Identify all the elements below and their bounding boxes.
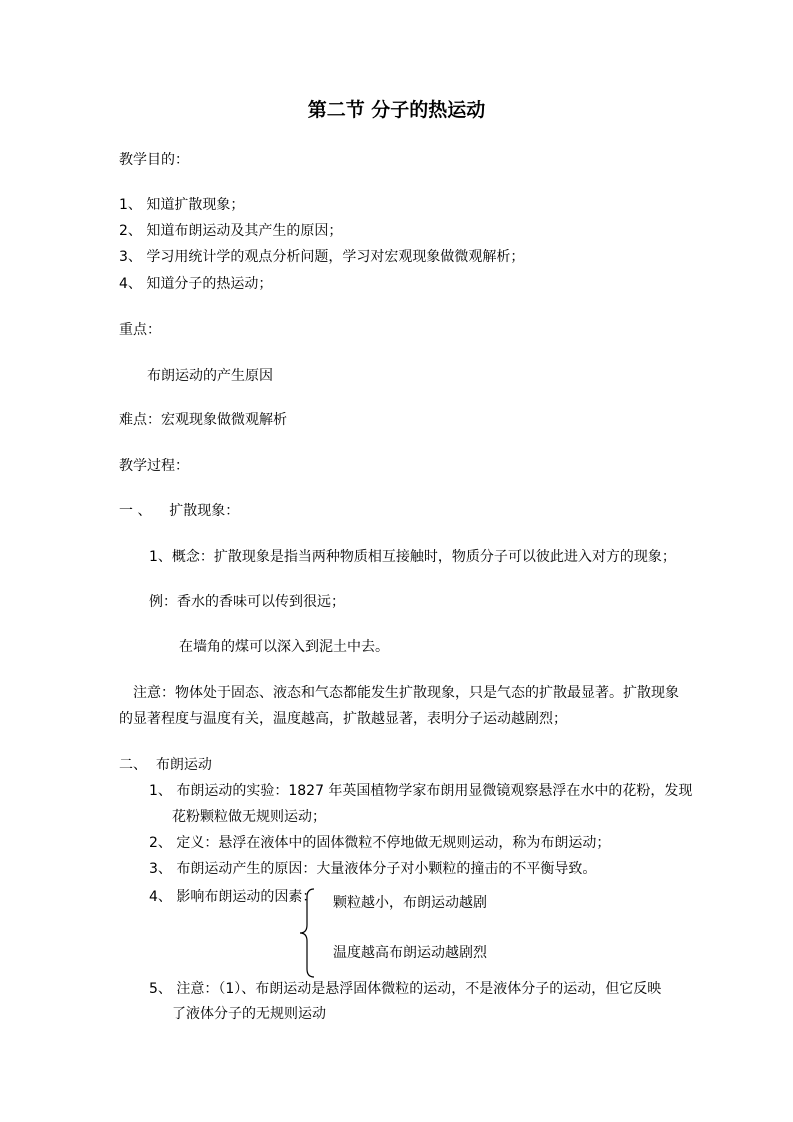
section1-note-line1: 注意：物体处于固态、液态和气态都能发生扩散现象，只是气态的扩散最显著。扩散现象 [133, 685, 679, 701]
section2-item4: 4、 影响布朗运动的因素： [149, 889, 317, 905]
section1-concept: 1、概念：扩散现象是指当两种物质相互接触时，物质分子可以彼此进入对方的现象； [149, 549, 676, 565]
difficulty-text: 难点：宏观现象做微观解析 [119, 412, 287, 428]
section1-note-line2: 的显著程度与温度有关，温度越高，扩散越显著，表明分子运动越剧烈； [119, 711, 567, 727]
section2-item2: 2、 定义：悬浮在液体中的固体微粒不停地做无规则运动，称为布朗运动； [149, 835, 611, 851]
section2-item1-line2: 花粉颗粒做无规则运动； [172, 809, 326, 825]
objective-item: 3、 学习用统计学的观点分析问题，学习对宏观现象做微观解析； [119, 249, 525, 265]
section1-example2: 在墙角的煤可以深入到泥土中去。 [179, 639, 389, 655]
objective-item: 2、 知道布朗运动及其产生的原因； [119, 223, 343, 239]
objective-item: 1、 知道扩散现象； [119, 197, 245, 213]
section2-item5-line1: 5、 注意：（1）、布朗运动是悬浮固体微粒的运动，不是液体分子的运动，但它反映 [149, 981, 662, 997]
key-point-text: 布朗运动的产生原因 [147, 368, 273, 384]
curly-brace [298, 887, 320, 979]
objectives-heading: 教学目的： [119, 152, 189, 168]
page-title: 第二节 分子的热运动 [307, 99, 486, 121]
objective-item: 4、 知道分子的热运动； [119, 276, 273, 292]
process-heading: 教学过程： [119, 458, 189, 474]
section2-heading: 二、 布朗运动 [119, 757, 212, 773]
section1-example1: 例：香水的香味可以传到很远； [149, 594, 345, 610]
factor-temperature: 温度越高布朗运动越剧烈 [333, 945, 487, 961]
section2-item5-line2: 了液体分子的无规则运动 [172, 1006, 326, 1022]
factor-particle-size: 颗粒越小，布朗运动越剧 [333, 895, 487, 911]
section2-item1-line1: 1、 布朗运动的实验：1827 年英国植物学家布朗用显微镜观察悬浮在水中的花粉，发现 [149, 783, 693, 799]
section1-heading: 一 、 扩散现象： [119, 503, 240, 519]
key-point-heading: 重点： [119, 322, 161, 338]
section2-item3: 3、 布朗运动产生的原因：大量液体分子对小颗粒的撞击的不平衡导致。 [149, 861, 597, 877]
